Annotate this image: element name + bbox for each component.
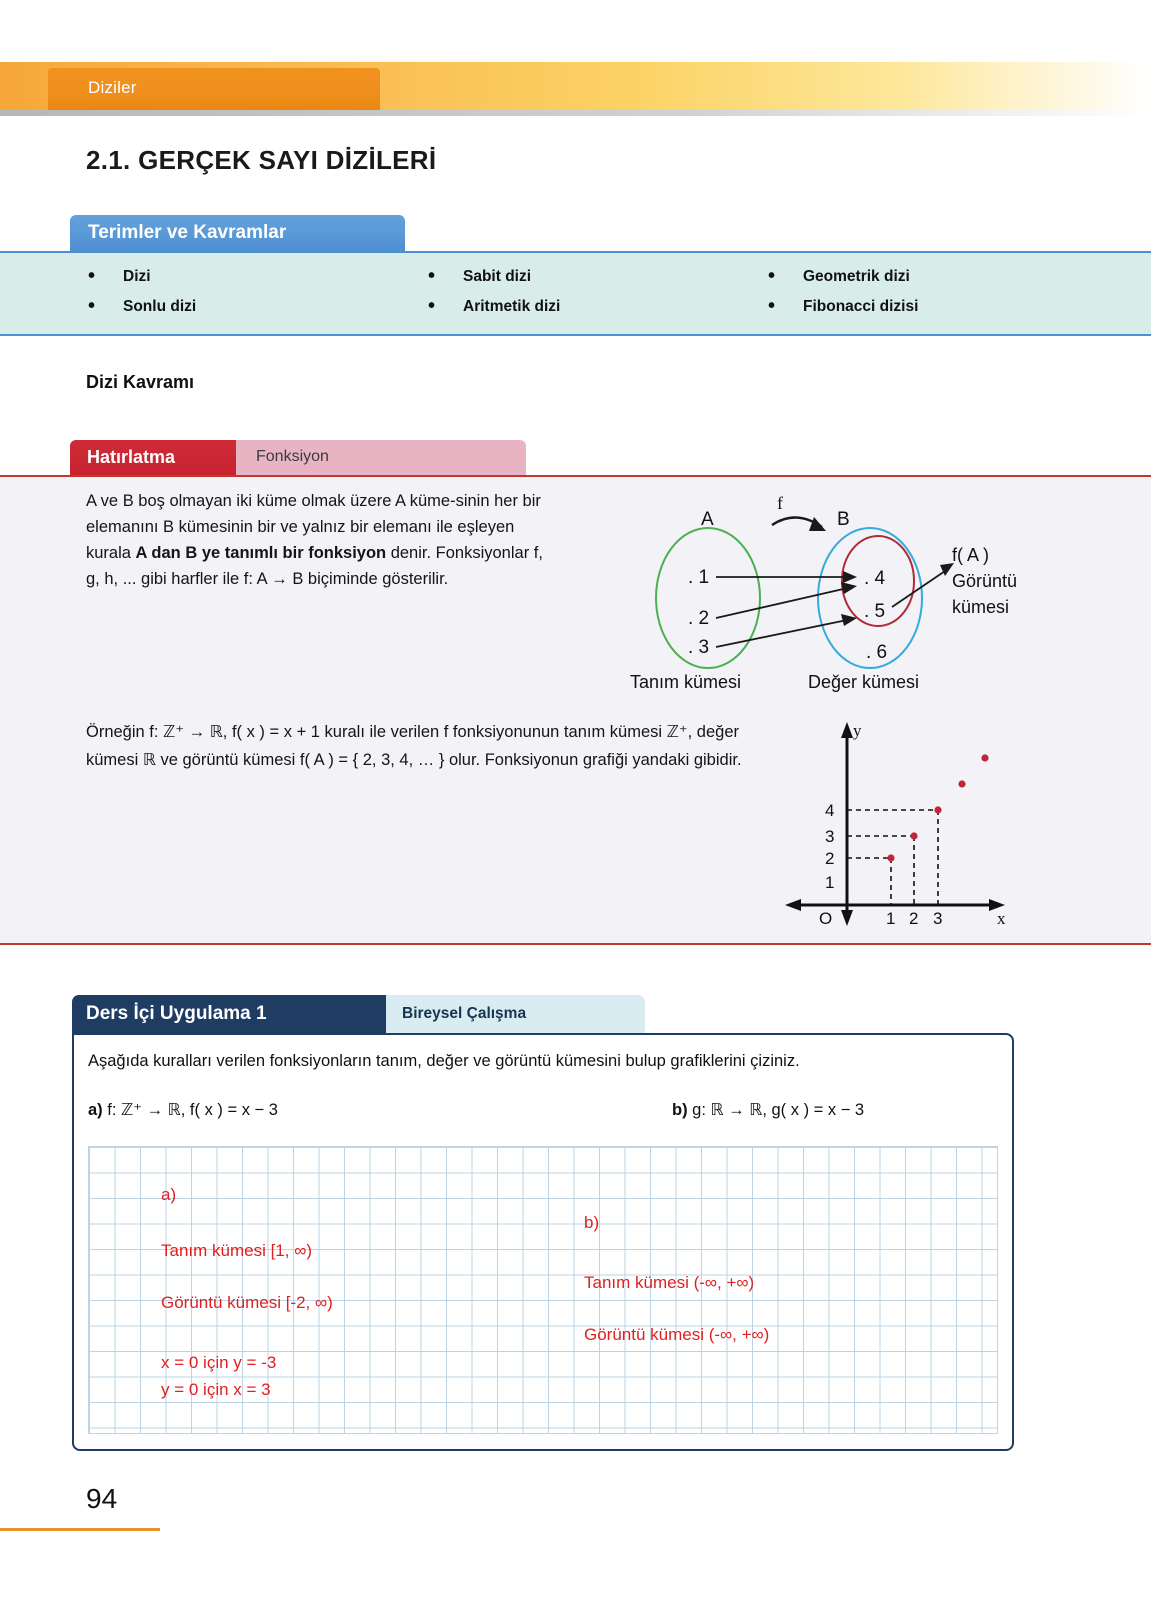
set-a-element: . 2 [688, 608, 710, 629]
application-tab-label: Ders İçi Uygulama 1 [86, 1003, 267, 1024]
item-a-marker: a) [88, 1101, 103, 1119]
data-point [958, 780, 965, 787]
y-tick-label: 2 [825, 849, 835, 868]
graph-svg [775, 712, 1015, 932]
handwritten-annotation: Görüntü kümesi [-2, ∞) [161, 1293, 333, 1312]
x-tick-label: 2 [909, 909, 919, 928]
x-tick-label: 1 [886, 909, 896, 928]
banner-shadow [0, 110, 1151, 116]
application-question: Aşağıda kuralları verilen fonksiyonların tanım, değer ve görüntü kümesini bulup grafiklerini çiziniz. [88, 1052, 800, 1070]
set-a-element: . 1 [688, 567, 710, 588]
y-tick-label: 1 [825, 873, 835, 892]
set-b-label: B [837, 509, 850, 530]
terms-tab [70, 215, 405, 251]
data-point [887, 854, 894, 861]
term-item: • Geometrik dizi [768, 268, 1108, 286]
subsection-heading: Dizi Kavramı [86, 372, 195, 392]
item-b-text: g: ℝ → ℝ, g( x ) = x − 3 [692, 1101, 865, 1119]
chapter-tab-label: Diziler [88, 78, 137, 97]
function-venn-diagram [600, 483, 1020, 698]
handwritten-annotation: a) [161, 1185, 177, 1204]
page-number: 94 [86, 1483, 118, 1514]
y-tick-label: 4 [825, 801, 835, 820]
term-item: • Sonlu dizi [88, 298, 428, 316]
terms-column-3 [768, 253, 1108, 338]
origin-label: O [819, 909, 833, 928]
terms-column-2 [428, 253, 768, 338]
set-a-element: . 3 [688, 637, 710, 658]
term-item: • Aritmetik dizi [428, 298, 768, 316]
terms-columns [0, 253, 1151, 338]
y-axis-arrow-down [841, 910, 853, 926]
term-item: • Sabit dizi [428, 268, 768, 286]
reminder-paragraph: A ve B boş olmayan iki küme olmak üzere A küme-sinin her bir elemanını B kümesinin bir ve yalnız bir elemanı ile eşleyen kurala A dan B ye tanımlı bir fonksiyon denir. Fonksiyonlar f, g, h, ... gibi harfler ile f: A → B biçiminde gösterilir. [86, 492, 543, 588]
application-mode-label: Bireysel Çalışma [402, 1005, 527, 1022]
y-tick-label: 3 [825, 827, 835, 846]
footer-rule [0, 1528, 160, 1531]
data-point [934, 806, 941, 813]
terms-box [0, 251, 1151, 336]
item-a-text: f: ℤ⁺ → ℝ, f( x ) = x − 3 [107, 1101, 278, 1119]
set-a-label: A [701, 509, 714, 530]
example-paragraph: Örneğin f: ℤ⁺ → ℝ, f( x ) = x + 1 kuralı ile verilen f fonksiyonunun tanım kümesi ℤ⁺, değer kümesi ℝ ve görüntü kümesi f( A ) = { 2, 3, 4, … } olur. Fonksiyonun grafiği yandaki gibidir. [86, 723, 742, 769]
map-arrow-2 [716, 587, 852, 618]
x-axis-arrow-left [785, 899, 801, 911]
set-b-element: . 6 [866, 642, 888, 663]
codomain-caption: Değer kümesi [808, 672, 920, 692]
application-tab [72, 995, 386, 1033]
map-arrow-3 [716, 619, 852, 647]
reminder-tab-group [70, 440, 526, 475]
handwritten-annotation: b) [584, 1213, 600, 1232]
y-axis-label: y [853, 721, 862, 740]
handwritten-annotation: y = 0 için x = 3 [161, 1380, 271, 1399]
handwritten-annotation: Tanım kümesi [1, ∞) [161, 1241, 312, 1260]
domain-caption: Tanım kümesi [630, 672, 742, 692]
x-tick-label: 3 [933, 909, 943, 928]
reminder-topic-label: Fonksiyon [256, 448, 329, 465]
application-item-a [88, 1100, 278, 1120]
y-axis-arrow-up [841, 722, 853, 738]
set-b-element: . 4 [864, 568, 886, 589]
handwritten-annotation: Görüntü kümesi (-∞, +∞) [584, 1325, 770, 1344]
data-point [910, 832, 917, 839]
set-b-element: . 5 [864, 601, 886, 622]
application-item-b [672, 1100, 864, 1120]
chapter-tab [48, 68, 380, 110]
venn-svg [600, 483, 1020, 693]
term-item: • Dizi [88, 268, 428, 286]
image-set-label-3: kümesi [952, 597, 1010, 617]
data-point [981, 754, 988, 761]
function-graph [775, 712, 1015, 937]
image-set-label-1: f( A ) [952, 545, 990, 565]
grid-worksheet [88, 1146, 998, 1434]
function-label: f [777, 493, 783, 513]
page-title: 2.1. GERÇEK SAYI DİZİLERİ [86, 145, 437, 175]
term-item: • Fibonacci dizisi [768, 298, 1108, 316]
x-axis-label: x [997, 909, 1006, 928]
reminder-tab-label: Hatırlatma [87, 447, 176, 467]
terms-column-1 [88, 253, 428, 338]
item-b-marker: b) [672, 1101, 688, 1119]
terms-tab-label: Terimler ve Kavramlar [88, 222, 287, 243]
image-set-label-2: Görüntü [952, 571, 1018, 591]
application-tab-group [72, 995, 645, 1033]
handwritten-annotation: x = 0 için y = -3 [161, 1353, 277, 1372]
f-arrowhead [809, 517, 826, 531]
reminder-tab [70, 440, 236, 475]
handwritten-annotation: Tanım kümesi (-∞, +∞) [584, 1273, 755, 1292]
